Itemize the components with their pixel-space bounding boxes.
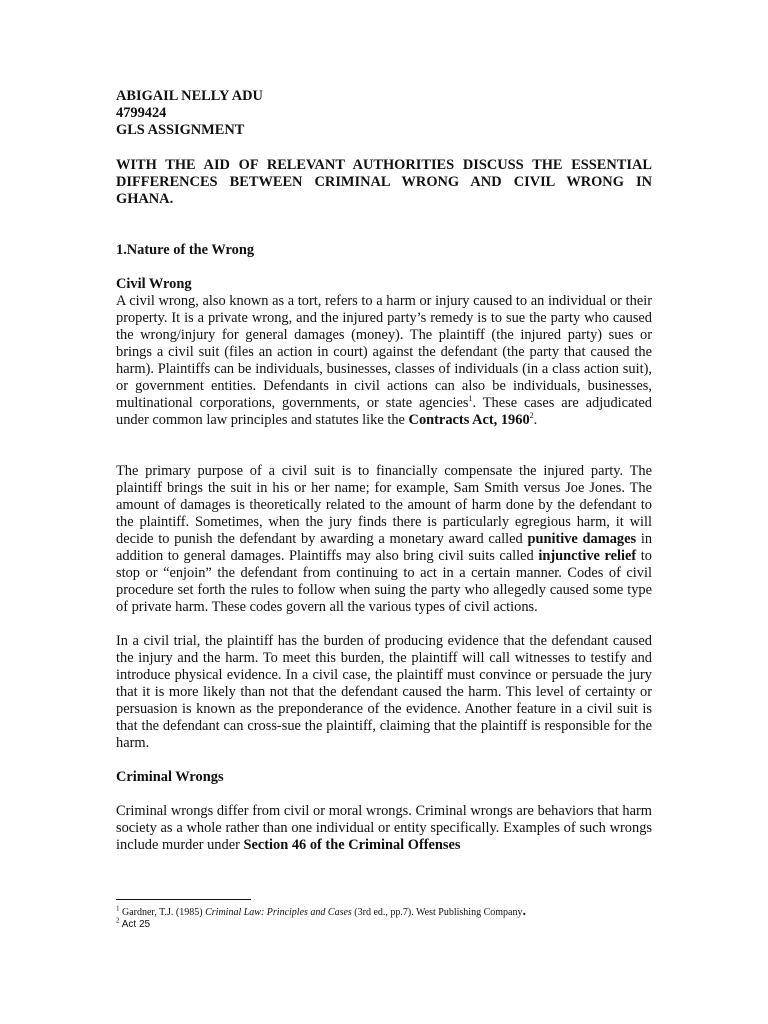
text-run: . These cases are adjudicated under common law principles and statutes like the (116, 395, 652, 428)
text-run: Act 25 (119, 919, 151, 930)
footnote-number: 2 (116, 916, 120, 925)
civil-wrong-paragraph-1 (116, 293, 652, 429)
book-title: Criminal Law: Principles and Cases (205, 907, 352, 918)
text-run: Gardner, T.J. (1985) (119, 907, 206, 918)
civil-wrong-paragraph-3: In a civil trial, the plaintiff has the burden of producing evidence that the defendant caused the injury and the harm. To meet this burden, the plaintiff will call witnesses to testify and introduce physical evidence. In a civil case, the plaintiff must convince or persuade the jury that it is more likely than not that the defendant caused the harm. This level of certainty or persuasion is known as the preponderance of the evidence. Another feature in a civil suit is that the defendant can cross-sue the plaintiff, claiming that the plaintiff is responsible for the harm. (116, 633, 652, 751)
footnote-separator (116, 899, 251, 900)
document-page (116, 88, 652, 854)
text-run: in addition to general damages. Plaintiffs may also bring civil suits called (116, 531, 653, 564)
civil-wrong-paragraph-2 (116, 463, 652, 616)
text-run: The primary purpose of a civil suit is to financially compensate the injured party. The plaintiff brings the suit in his or her name; for example, Sam Smith versus Joe Jones. The amount of damages is theoretically related to the amount of harm done by the defendant to the plaintiff. Sometimes, when the jury finds there is particularly egregious harm, it will decide to punish the defendant by awarding a monetary award called (116, 463, 652, 547)
text-run: . (533, 412, 538, 428)
section-heading-nature-of-wrong: 1.Nature of the Wrong (116, 242, 255, 258)
text-run: (3rd ed., pp.7). West Publishing Company (351, 907, 523, 918)
statute-contracts-act: Contracts Act, 1960 (408, 412, 530, 428)
footnote-2 (116, 916, 652, 931)
statute-criminal-offenses-act: Section 46 of the Criminal Offenses (243, 837, 461, 853)
author-name: ABIGAIL NELLY ADU (116, 88, 263, 104)
subheading-civil-wrong: Civil Wrong (116, 276, 192, 292)
course-title: GLS ASSIGNMENT (116, 122, 245, 138)
student-id: 4799424 (116, 105, 167, 121)
subheading-criminal-wrongs: Criminal Wrongs (116, 769, 224, 785)
criminal-wrongs-paragraph-1 (116, 803, 652, 854)
text-run: Criminal wrongs differ from civil or moral wrongs. Criminal wrongs are behaviors that harm society as a whole rather than one individual or entity specifically. Examples of such wrongs include murder under (116, 803, 652, 853)
text-run: to stop or “enjoin” the defendant from continuing to act in a certain manner. Codes of civil procedure set forth the rules to follow when suing the party who allegedly caused some type of private harm. These codes govern all the various types of civil actions. (116, 548, 652, 615)
text-run: A civil wrong, also known as a tort, refers to a harm or injury caused to an individual or their property. It is a private wrong, and the injured party’s remedy is to sue the party who caused the wrong/injury for general damages (money). The plaintiff (the injured party) sues or brings a civil suit (files an action in court) against the defendant (the party that caused the harm). Plaintiffs can be individuals, businesses, classes of individuals (in a class action suit), or government entities. Defendants in civil actions can also be individuals, businesses, multinational corporations, governments, or state agencies (116, 293, 652, 411)
footnote-ref-2[interactable]: 2 (529, 411, 534, 421)
footnote-1 (116, 906, 652, 919)
footnote-ref-1[interactable]: 1 (468, 394, 473, 404)
footnotes (116, 899, 652, 931)
term-punitive-damages: punitive damages (527, 531, 637, 547)
assignment-question: WITH THE AID OF RELEVANT AUTHORITIES DISCUSS THE ESSENTIAL DIFFERENCES BETWEEN CRIMINAL WRONG AND CIVIL WRONG IN GHANA. (116, 157, 652, 207)
text-run: . (522, 904, 526, 919)
term-injunctive-relief: injunctive relief (538, 548, 637, 564)
footnote-number: 1 (116, 904, 120, 913)
